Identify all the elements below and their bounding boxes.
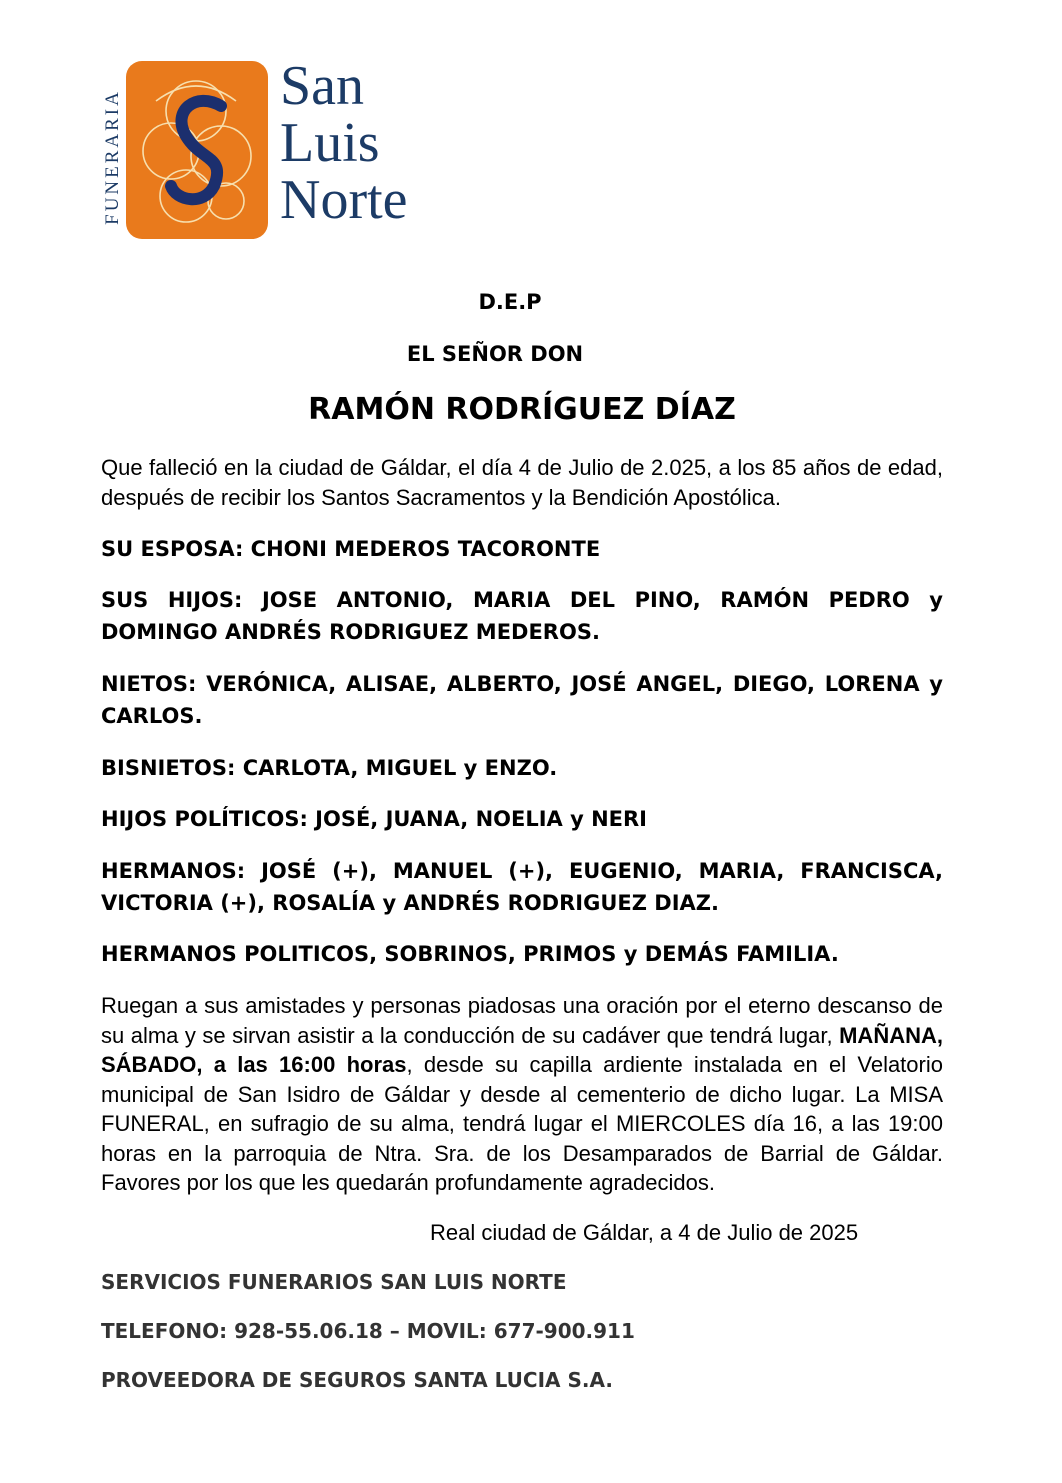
family-grandchildren: NIETOS: VERÓNICA, ALISAE, ALBERTO, JOSÉ ANGEL, DIEGO, LORENA y CARLOS.: [101, 672, 943, 728]
ceremony-text-2: , desde su capilla ardiente instalada en el Velatorio municipal de San Isidro de Gáldar y desde al cementerio de dicho lugar. La MISA FUNERAL, en sufragio de su alma, tendrá lugar el MIERCOLES día 16, a las 19:00 horas en la parroquia de Ntra. Sra. de los Desamparados de Barrial de Gáldar. Favores por los que les quedarán profundamente agradecidos.: [101, 1052, 943, 1195]
funeraria-logo: [100, 55, 440, 258]
deceased-name: RAMÓN RODRÍGUEZ DÍAZ: [308, 392, 736, 427]
family-children: SUS HIJOS: JOSE ANTONIO, MARIA DEL PINO, RAMÓN PEDRO y DOMINGO ANDRÉS RODRIGUEZ MEDEROS.: [101, 588, 943, 644]
family-great-grandchildren: BISNIETOS: CARLOTA, MIGUEL y ENZO.: [101, 756, 558, 780]
footer-insurer: PROVEEDORA DE SEGUROS SANTA LUCIA S.A.: [101, 1368, 613, 1392]
logo-monogram: [126, 61, 268, 239]
ceremony-paragraph: [101, 991, 943, 1198]
family-others: HERMANOS POLITICOS, SOBRINOS, PRIMOS y DEMÁS FAMILIA.: [101, 942, 839, 966]
dateline: Real ciudad de Gáldar, a 4 de Julio de 2025: [430, 1220, 859, 1245]
family-siblings: HERMANOS: JOSÉ (+), MANUEL (+), EUGENIO, MARIA, FRANCISCA, VICTORIA (+), ROSALÍA y ANDRÉS RODRIGUEZ DIAZ.: [101, 859, 943, 915]
logo-funeraria-text: FUNERARIA: [102, 89, 123, 225]
family-spouse: SU ESPOSA: CHONI MEDEROS TACORONTE: [101, 537, 601, 561]
logo-line-luis: Luis: [280, 112, 380, 174]
ceremony-text-1: Ruegan a sus amistades y personas piadosas una oración por el eterno descanso de su alma y se sirvan asistir a la conducción de su cadáver que tendrá lugar,: [101, 993, 943, 1048]
logo-name: [280, 55, 408, 231]
footer-phone: TELEFONO: 928-55.06.18 – MOVIL: 677-900.911: [101, 1319, 635, 1343]
senor-heading: EL SEÑOR DON: [406, 342, 584, 366]
intro-paragraph: Que falleció en la ciudad de Gáldar, el día 4 de Julio de 2.025, a los 85 años de edad, después de recibir los Santos Sacramentos y la Bendición Apostólica.: [101, 455, 943, 510]
logo-line-san: San: [280, 55, 364, 117]
family-children-in-law: HIJOS POLÍTICOS: JOSÉ, JUANA, NOELIA y NERI: [101, 807, 647, 831]
footer-company: SERVICIOS FUNERARIOS SAN LUIS NORTE: [101, 1270, 567, 1294]
logo-line-norte: Norte: [280, 169, 408, 231]
dep-heading: D.E.P: [478, 290, 542, 314]
s-monogram-icon: [126, 61, 268, 239]
ceremony-time: MAÑANA, SÁBADO, a las 16:00 horas: [101, 1022, 943, 1077]
